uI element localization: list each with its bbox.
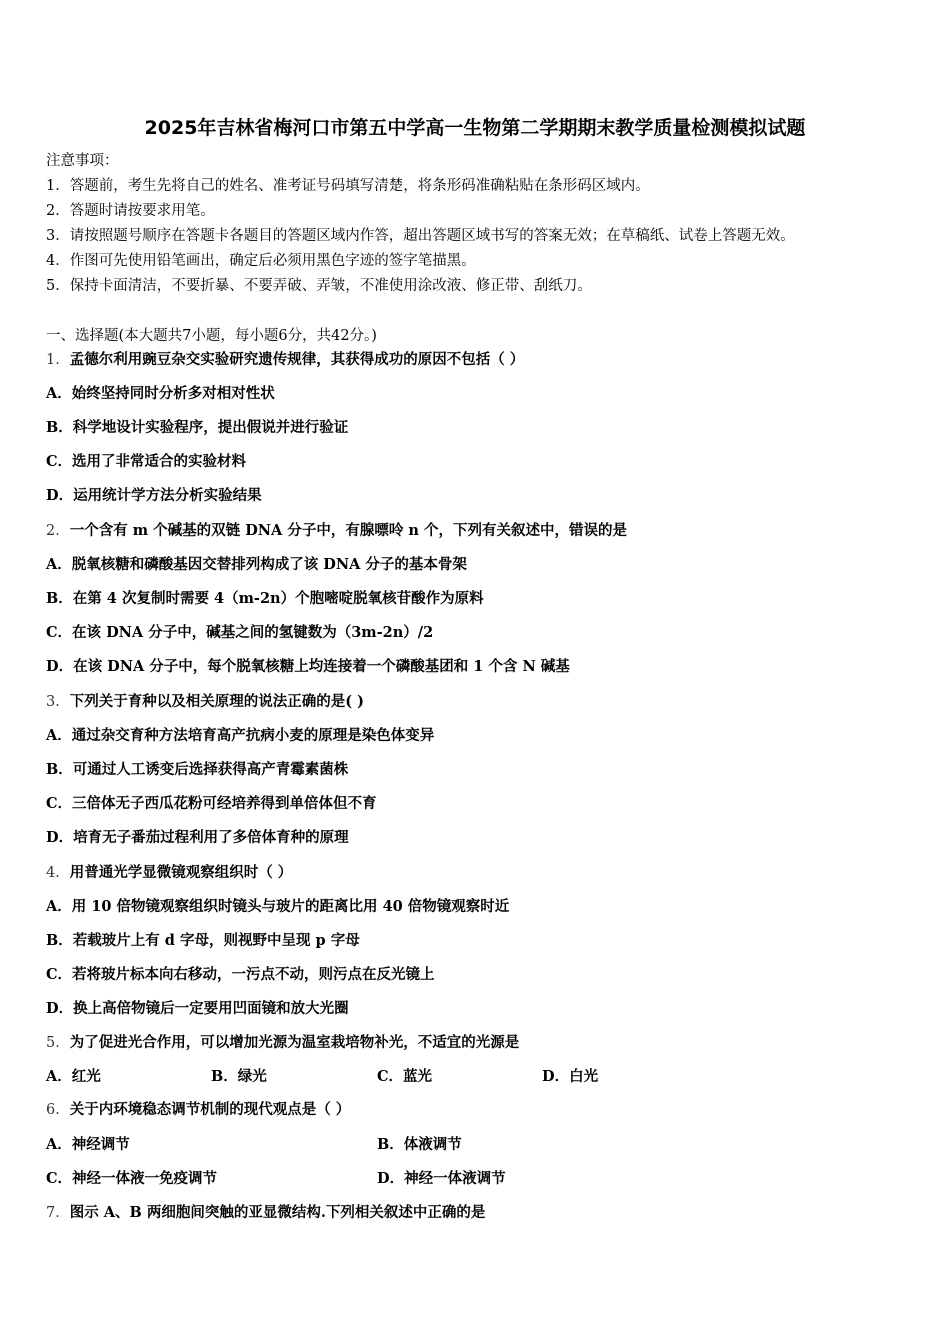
option-3a[interactable]: A．通过杂交育种方法培育高产抗病小麦的原理是染色体变异 — [46, 727, 435, 744]
question-stem: 为了促进光合作用，可以增加光源为温室栽培物补光，不适宜的光源是 — [69, 1034, 520, 1051]
option-1c[interactable]: C．选用了非常适合的实验材料 — [46, 453, 247, 470]
question-5 — [46, 1033, 519, 1053]
question-number: 5． — [46, 1035, 70, 1051]
question-stem: 孟德尔利用豌豆杂交实验研究遗传规律，其获得成功的原因不包括（ ） — [69, 351, 525, 368]
notice-item-2: 2．答题时请按要求用笔。 — [46, 203, 215, 219]
question-stem: 图示 A、B 两细胞间突触的亚显微结构.下列相关叙述中正确的是 — [69, 1204, 486, 1221]
option-5d[interactable]: D．白光 — [542, 1068, 599, 1085]
option-1a[interactable]: A．始终坚持同时分析多对相对性状 — [46, 385, 275, 402]
notice-item-5: 5．保持卡面清洁，不要折暴、不要弄破、弄皱，不准使用涂改液、修正带、刮纸刀。 — [46, 278, 592, 294]
question-3 — [46, 692, 364, 712]
question-stem: 下列关于育种以及相关原理的说法正确的是( ) — [69, 693, 365, 710]
question-6 — [46, 1100, 350, 1120]
question-number: 3． — [46, 694, 70, 710]
option-4d[interactable]: D．换上高倍物镜后一定要用凹面镜和放大光圈 — [46, 1000, 349, 1017]
notice-item-3: 3．请按照题号顺序在答题卡各题目的答题区域内作答，超出答题区域书写的答案无效；在草稿纸、试卷上答题无效。 — [46, 228, 795, 244]
option-2b[interactable]: B．在第 4 次复制时需要 4（m-2n）个胞嘧啶脱氧核苷酸作为原料 — [46, 590, 484, 607]
option-6b[interactable]: B．体液调节 — [377, 1136, 462, 1153]
option-4a[interactable]: A．用 10 倍物镜观察组织时镜头与玻片的距离比用 40 倍物镜观察时近 — [46, 898, 510, 915]
option-3b[interactable]: B．可通过人工诱变后选择获得高产青霉素菌株 — [46, 761, 349, 778]
option-2c[interactable]: C．在该 DNA 分子中，碱基之间的氢键数为（3m-2n）/2 — [46, 624, 434, 641]
question-number: 7． — [46, 1205, 70, 1221]
notice-heading: 注意事项： — [46, 153, 119, 169]
option-4c[interactable]: C．若将玻片标本向右移动，一污点不动，则污点在反光镜上 — [46, 966, 435, 983]
notice-item-1: 1．答题前，考生先将自己的姓名、准考证号码填写清楚，将条形码准确粘贴在条形码区域内。 — [46, 178, 650, 194]
page-title: 2025年吉林省梅河口市第五中学高一生物第二学期期末教学质量检测模拟试题 — [144, 117, 806, 139]
option-3c[interactable]: C．三倍体无子西瓜花粉可经培养得到单倍体但不育 — [46, 795, 377, 812]
option-1b[interactable]: B．科学地设计实验程序，提出假说并进行验证 — [46, 419, 349, 436]
question-1 — [46, 350, 524, 370]
option-2d[interactable]: D．在该 DNA 分子中，每个脱氧核糖上均连接着一个磷酸基团和 1 个含 N 碱基 — [46, 658, 570, 675]
question-number: 1． — [46, 352, 70, 368]
notice-item-4: 4．作图可先使用铅笔画出，确定后必须用黑色字迹的签字笔描黑。 — [46, 253, 476, 269]
option-5a[interactable]: A．红光 — [46, 1068, 101, 1085]
option-6d[interactable]: D．神经一体液调节 — [377, 1170, 506, 1187]
option-2a[interactable]: A．脱氧核糖和磷酸基因交替排列构成了该 DNA 分子的基本骨架 — [46, 556, 467, 573]
question-stem: 一个含有 m 个碱基的双链 DNA 分子中，有腺嘌呤 n 个，下列有关叙述中，错误的是 — [69, 522, 627, 539]
option-4b[interactable]: B．若载玻片上有 d 字母，则视野中呈现 p 字母 — [46, 932, 360, 949]
option-5c[interactable]: C．蓝光 — [377, 1068, 433, 1085]
option-5b[interactable]: B．绿光 — [211, 1068, 267, 1085]
section-heading: 一、选择题(本大题共7小题，每小题6分，共42分。) — [46, 328, 377, 344]
question-4 — [46, 863, 292, 883]
question-stem: 关于内环境稳态调节机制的现代观点是（ ） — [69, 1101, 351, 1118]
option-3d[interactable]: D．培育无子番茄过程利用了多倍体育种的原理 — [46, 829, 349, 846]
question-stem: 用普通光学显微镜观察组织时（ ） — [69, 864, 293, 881]
option-1d[interactable]: D．运用统计学方法分析实验结果 — [46, 487, 262, 504]
question-7 — [46, 1203, 485, 1223]
question-2 — [46, 521, 627, 541]
option-6c[interactable]: C．神经一体液一免疫调节 — [46, 1170, 218, 1187]
option-6a[interactable]: A．神经调节 — [46, 1136, 130, 1153]
question-number: 6． — [46, 1102, 70, 1118]
question-number: 2． — [46, 523, 70, 539]
question-number: 4． — [46, 865, 70, 881]
